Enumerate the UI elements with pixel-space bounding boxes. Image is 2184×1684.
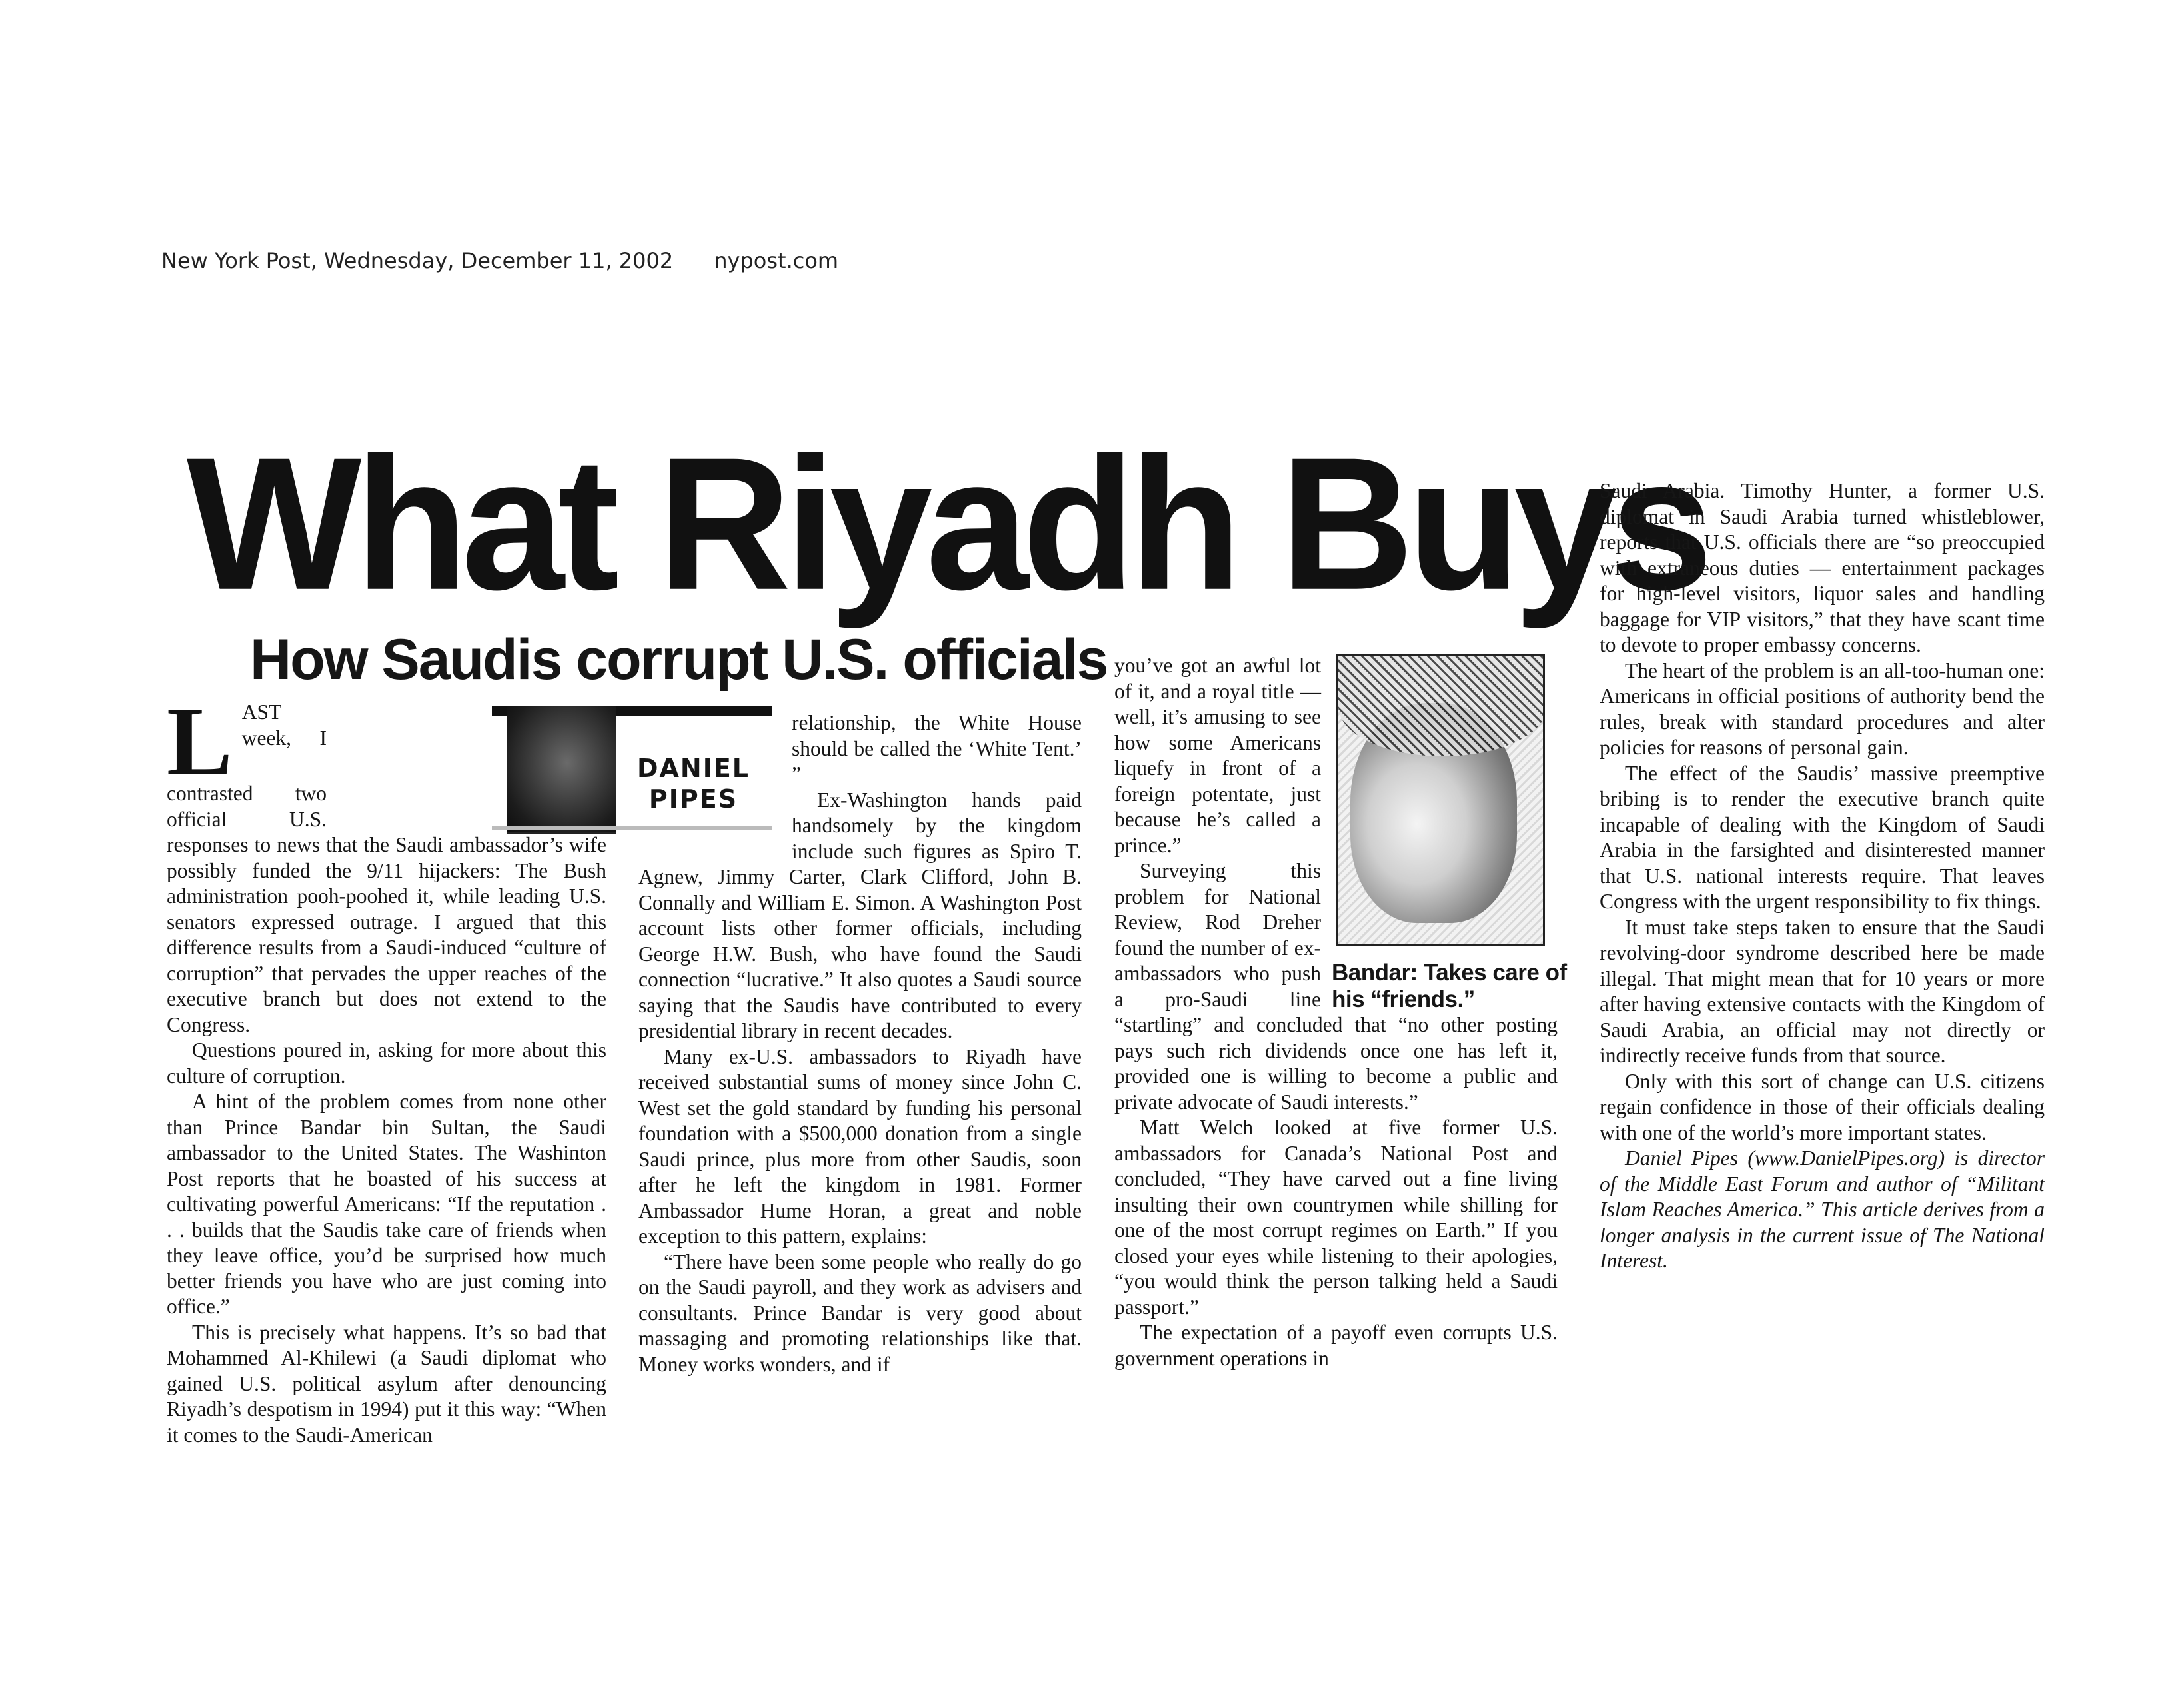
article-column-3 (1114, 653, 1558, 1371)
subheadline: How Saudis corrupt U.S. officials (250, 628, 1108, 692)
dateline (161, 248, 894, 273)
article-column-1 (167, 687, 606, 1448)
paragraph-14: The heart of the problem is an all-too-human one: Americans in official positions of authority bend the rules, break with standard procedures and alter policies for reasons of personal gain. (1600, 658, 2045, 759)
paragraph-2: Questions poured in, asking for more about this culture of corruption. (167, 1038, 606, 1088)
paragraph-5: relationship, the White House should be called the ‘White Tent.’ ” (792, 711, 1082, 786)
photo-caption: Bandar: Takes care of his “friends.” (1332, 960, 1567, 1012)
paragraph-3: A hint of the problem comes from none other than Prince Bandar bin Sultan, the Saudi ambassador to the United States. The Washinton Post reports that he boasted of his success at cultivating powerful Americans: “If the reputation . . . builds that the Saudis take care of friends when they leave office, you’d be surprised how much better friends you have who are just coming into office.” (167, 1090, 606, 1318)
paragraph-17: Only with this sort of change can U.S. citizens regain confidence in those of their officials dealing with one of the world’s more important states. (1600, 1069, 2045, 1144)
paragraph-13: Saudi Arabia. Timothy Hunter, a former U.S. diplomat in Saudi Arabia turned whistleblower, reports that U.S. officials there are “so preoccupied with extraneous duties — entertainment packages for high-level visitors, liquor sales and handling baggage for VIP visitors,” that they have scant time to devote to proper embassy concerns. (1600, 479, 2045, 656)
paragraph-16: It must take steps taken to ensure that the Saudi revolving-door syndrome described here be made illegal. That might mean that for 10 years or more after having extensive contacts with the Kingdom of Saudi Arabia, an official may not directly or indirectly receive funds from that source. (1600, 915, 2045, 1067)
dateline-text: New York Post, Wednesday, December 11, 2002 (161, 248, 674, 273)
paragraph-9: you’ve got an awful lot of it, and a royal title — well, it’s amusing to see how some Americans liquefy in front of a foreign potentate, just because he’s called a prince.” (1114, 654, 1321, 857)
paragraph-1-text: AST week, I contrasted two official U.S. responses to news that the Saudi ambassador’s wife possibly funded the 9/11 hijackers: The Bush administration pooh-poohed it, while leading U.S. senators expressed outrage. I argued that this difference results from a Saudi-induced “culture of corruption” that pervades the upper reaches of the executive branch but does not extend to the Congress. (167, 700, 606, 1036)
paragraph-12: The expectation of a payoff even corrupts U.S. government operations in (1114, 1321, 1558, 1370)
columnist-last-name: PIPES (648, 784, 738, 814)
paragraph-8: “There have been some people who really do go on the Saudi payroll, and they work as advisers and consultants. Prince Bandar is very good about massaging and promoting relationships like that. Money works wonders, and if (638, 1250, 1082, 1376)
columnist-first-name: DANIEL (636, 754, 750, 783)
website-text: nypost.com (714, 248, 839, 273)
article-column-4 (1600, 478, 2045, 1274)
drop-cap: L (167, 687, 233, 796)
paragraph-7: Many ex-U.S. ambassadors to Riyadh have received substantial sums of money since John C. West set the gold standard by funding his personal foundation with a $500,000 donation from a single Saudi prince, plus more from other Saudis, soon after he left the kingdom in 1981. Former Ambassador Hume Horan, a great and noble exception to this pattern, explains: (638, 1044, 1082, 1248)
headline: What Riyadh Buys (187, 417, 1707, 629)
paragraph-6: Ex-Washington hands paid handsomely by the kingdom include such figures as Spiro T. Agnew, Jimmy Carter, Clark Clifford, John B. Connally and William E. Simon. A Washington Post account lists other former officials, including George H.W. Bush, who have found the Saudi connection “lucrative.” It also quotes a Saudi source saying that the Saudis have contributed to every presidential library in recent decades. (638, 788, 1082, 1042)
article-column-2 (638, 710, 1082, 1377)
paragraph-4: This is precisely what happens. It’s so bad that Mohammed Al-Khilewi (a Saudi diplomat who gained U.S. political asylum after denouncing Riyadh’s despotism in 1994) put it this way: “When it comes to the Saudi-American (167, 1320, 606, 1447)
paragraph-15: The effect of the Saudis’ massive preemptive bribing is to render the executive branch quite incapable of dealing with the Kingdom of Saudi Arabia in the farsighted and disinterested manner that U.S. national interests require. That leaves Congress with the urgent responsibility to fix things. (1600, 761, 2045, 913)
paragraph-11: Matt Welch looked at five former U.S. ambassadors for Canada’s National Post and concluded, “They have carved out a fine living insulting their own countrymen while shilling for one of the most corrupt regimes on Earth.” If you closed your eyes while listening to their apologies, “you would think the person talking held a Saudi passport.” (1114, 1116, 1558, 1319)
author-bio: Daniel Pipes (www.DanielPipes.org) is director of the Middle East Forum and author of “Militant Islam Reaches America.” This article derives from a longer analysis in the current issue of The National Interest. (1600, 1146, 2045, 1272)
paragraph-10: Surveying this problem for National Review, Rod Dreher found the number of ex-ambassadors who push a pro-Saudi line “startling” and concluded that “no other posting pays such rich dividends once one has left it, provided one is willing to become a public and private advocate of Saudi interests.” (1114, 859, 1558, 1114)
